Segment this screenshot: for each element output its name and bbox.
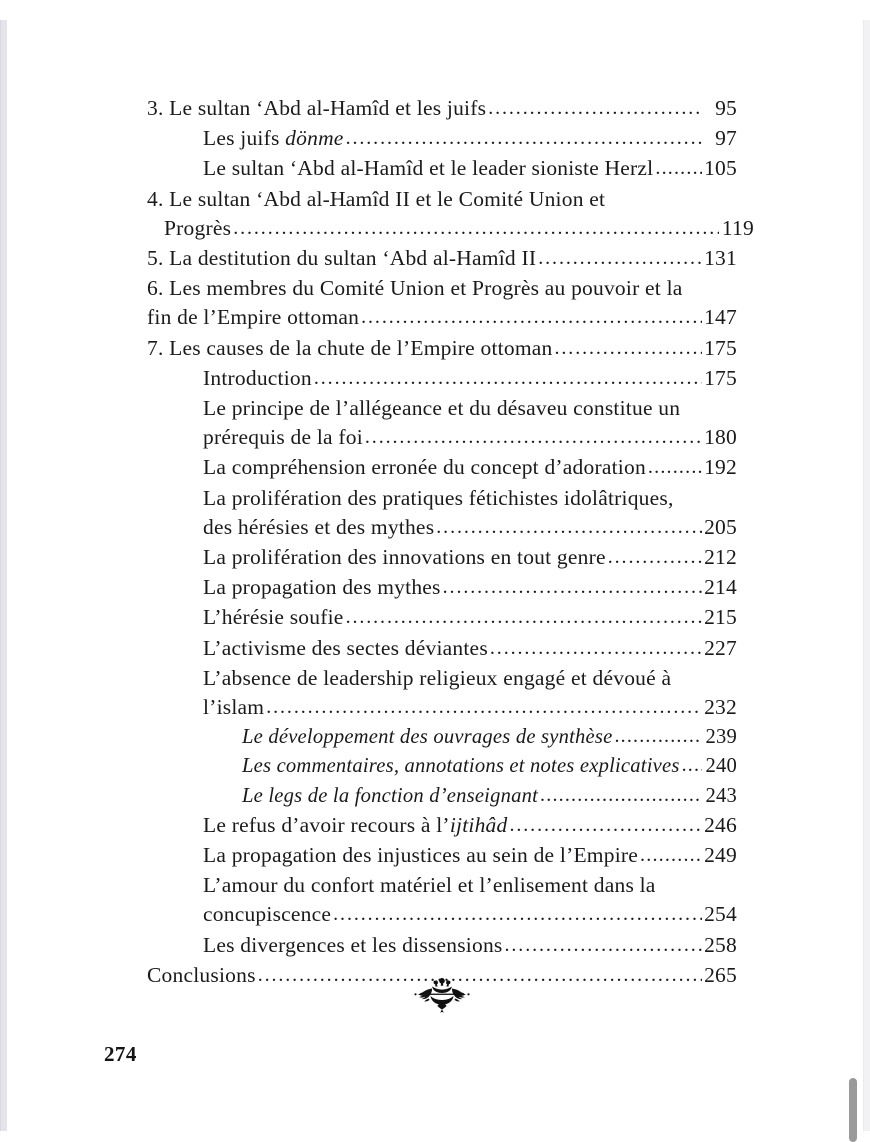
toc-entry[interactable] bbox=[147, 94, 737, 124]
dot-leader bbox=[365, 423, 702, 452]
toc-page-number: 240 bbox=[705, 755, 737, 778]
toc-entry-row bbox=[203, 603, 737, 633]
toc-entry-title: Le refus d’avoir recours à l’ijtihâd bbox=[203, 812, 508, 837]
toc-entry-row bbox=[203, 543, 737, 573]
toc-entry-row bbox=[203, 513, 737, 543]
dot-leader bbox=[488, 94, 702, 123]
toc-entry-title: prérequis de la foi bbox=[203, 425, 363, 450]
toc-entry[interactable] bbox=[203, 603, 737, 633]
toc-entry-title: fin de l’Empire ottoman bbox=[147, 305, 360, 330]
toc-entry-title: 7. Les causes de la chute de l’Empire ottoman bbox=[147, 335, 553, 360]
dot-leader bbox=[346, 603, 702, 632]
toc-entry[interactable] bbox=[203, 364, 737, 394]
toc-entry-title: Les juifs dönme bbox=[203, 126, 344, 151]
toc-entry-title: La compréhension erronée du concept d’adoration bbox=[203, 455, 646, 480]
toc-page-number: 249 bbox=[704, 843, 737, 868]
toc-entry[interactable] bbox=[203, 634, 737, 664]
toc-entry-title: Introduction bbox=[203, 365, 312, 390]
toc-page-number: 175 bbox=[704, 335, 737, 360]
toc-entry-row bbox=[147, 303, 737, 333]
toc-entry[interactable] bbox=[203, 841, 737, 871]
toc-entry[interactable] bbox=[203, 124, 737, 154]
toc-entry-row bbox=[147, 334, 737, 364]
toc-page-number: 243 bbox=[705, 784, 737, 807]
dot-leader bbox=[614, 722, 702, 751]
toc-entry[interactable] bbox=[203, 573, 737, 603]
dot-leader bbox=[346, 124, 702, 153]
toc-entry-row bbox=[203, 423, 737, 453]
toc-page-number: 180 bbox=[704, 425, 737, 450]
toc-entry-title: La propagation des injustices au sein de l’Empire bbox=[203, 843, 639, 868]
toc-entry-title: Progrès bbox=[164, 215, 232, 240]
dot-leader bbox=[361, 303, 702, 332]
toc-entry[interactable] bbox=[147, 244, 737, 274]
dot-leader bbox=[540, 781, 702, 810]
dot-leader bbox=[233, 214, 719, 243]
toc-entry-title: 3. Le sultan ‘Abd al-Hamîd et les juifs bbox=[147, 96, 487, 120]
toc-page-number: 215 bbox=[704, 605, 737, 630]
dot-leader bbox=[505, 931, 703, 960]
toc-entry[interactable] bbox=[147, 185, 754, 244]
toc-page-number: 254 bbox=[704, 902, 737, 927]
toc-entry-title: Le legs de la fonction d’enseignant bbox=[242, 784, 539, 807]
dot-leader bbox=[640, 841, 702, 870]
toc-page-number: 232 bbox=[704, 695, 737, 720]
toc-entry-row bbox=[203, 124, 737, 154]
toc-entry[interactable] bbox=[203, 931, 737, 961]
toc-entry-row bbox=[203, 900, 737, 930]
toc-entry-row bbox=[203, 364, 737, 394]
page-sheet bbox=[0, 20, 870, 1131]
toc-entry[interactable] bbox=[203, 394, 737, 453]
scrollbar-track[interactable] bbox=[855, 20, 865, 1131]
toc-entry-row bbox=[203, 453, 737, 483]
dot-leader bbox=[648, 453, 702, 482]
toc-entry[interactable] bbox=[147, 334, 737, 364]
dot-leader bbox=[443, 573, 702, 602]
toc-entry-title: Les commentaires, annotations et notes explicatives bbox=[242, 755, 680, 778]
toc-entry-row bbox=[147, 244, 737, 274]
toc-page-number: 119 bbox=[721, 215, 754, 240]
toc-entry[interactable] bbox=[203, 543, 737, 573]
toc-entry-title: des hérésies et des mythes bbox=[203, 514, 435, 539]
toc-entry-title: La propagation des mythes bbox=[203, 575, 441, 600]
toc-page-number: 192 bbox=[704, 455, 737, 480]
toc-entry-row bbox=[203, 634, 737, 664]
toc-entry[interactable] bbox=[203, 484, 737, 543]
toc-entry-title: Le sultan ‘Abd al-Hamîd et le leader sioniste Herzl bbox=[203, 156, 654, 181]
toc-page-number: 97 bbox=[715, 126, 737, 151]
toc-entry-line: 6. Les membres du Comité Union et Progrès au pouvoir et la bbox=[147, 276, 683, 301]
toc-entry[interactable] bbox=[203, 453, 737, 483]
toc-page-number: 95 bbox=[715, 96, 737, 120]
toc-page-number: 147 bbox=[704, 305, 737, 330]
toc-entry-row bbox=[203, 154, 737, 184]
toc-entry[interactable] bbox=[147, 274, 737, 333]
toc-entry[interactable] bbox=[242, 752, 737, 781]
toc-entry-title: Le développement des ouvrages de synthèse bbox=[242, 726, 613, 749]
dot-leader bbox=[608, 543, 702, 572]
toc-page-number: 175 bbox=[704, 365, 737, 390]
toc-page-number: 265 bbox=[704, 962, 737, 987]
toc-page-number: 205 bbox=[704, 514, 737, 539]
dot-leader bbox=[490, 634, 702, 663]
toc-page-number: 227 bbox=[704, 635, 737, 660]
toc-entry-line: L’amour du confort matériel et l’enlisement dans la bbox=[203, 873, 656, 898]
toc-entry-row bbox=[203, 573, 737, 603]
toc-entry-row bbox=[242, 723, 737, 752]
toc-entry[interactable] bbox=[242, 723, 737, 752]
toc-entry-line: Le principe de l’allégeance et du désaveu constitue un bbox=[203, 396, 681, 421]
table-of-contents bbox=[147, 94, 754, 991]
toc-entry-title: Les divergences et les dissensions bbox=[203, 932, 503, 957]
toc-entry-title: 5. La destitution du sultan ‘Abd al-Hamîd II bbox=[147, 246, 537, 271]
toc-entry-row bbox=[203, 931, 737, 961]
dot-leader bbox=[333, 900, 702, 929]
dot-leader bbox=[655, 154, 702, 183]
toc-entry[interactable] bbox=[203, 871, 737, 930]
toc-entry[interactable] bbox=[203, 664, 737, 723]
toc-page-number: 131 bbox=[704, 246, 737, 271]
toc-page-number: 214 bbox=[704, 575, 737, 600]
toc-entry-title: L’activisme des sectes déviantes bbox=[203, 635, 488, 660]
toc-page-number: 105 bbox=[704, 156, 737, 181]
toc-entry-row bbox=[242, 782, 737, 811]
toc-page-number: 212 bbox=[704, 545, 737, 570]
dot-leader bbox=[555, 334, 703, 363]
toc-entry-row bbox=[147, 94, 737, 124]
toc-entry-title: La prolifération des innovations en tout genre bbox=[203, 545, 606, 570]
toc-entry-row bbox=[242, 752, 737, 781]
toc-entry-line: 4. Le sultan ‘Abd al-Hamîd II et le Comité Union et bbox=[147, 186, 606, 211]
toc-entry-row bbox=[203, 841, 737, 871]
toc-entry-row bbox=[164, 214, 754, 244]
toc-entry[interactable] bbox=[203, 811, 737, 841]
toc-entry-title: L’hérésie soufie bbox=[203, 605, 344, 630]
toc-page-number: 239 bbox=[705, 726, 737, 749]
dot-leader bbox=[436, 513, 702, 542]
toc-entry-line: L’absence de leadership religieux engagé et dévoué à bbox=[203, 665, 672, 690]
scrollbar-thumb[interactable] bbox=[849, 1078, 857, 1142]
toc-page-number: 246 bbox=[704, 812, 737, 837]
toc-entry-title: l’islam bbox=[203, 695, 265, 720]
toc-entry-title: concupiscence bbox=[203, 902, 332, 927]
dot-leader bbox=[266, 693, 702, 722]
toc-entry-line: La prolifération des pratiques fétichistes idolâtriques, bbox=[203, 485, 674, 510]
dot-leader bbox=[509, 811, 702, 840]
floral-fleuron-ornament bbox=[7, 972, 870, 1021]
toc-entry-row bbox=[203, 693, 737, 723]
dot-leader bbox=[682, 751, 702, 780]
dot-leader bbox=[538, 244, 702, 273]
toc-entry[interactable] bbox=[242, 782, 737, 811]
toc-page-number: 258 bbox=[704, 932, 737, 957]
toc-entry-title: Conclusions bbox=[147, 962, 256, 987]
toc-entry[interactable] bbox=[203, 154, 737, 184]
dot-leader bbox=[314, 364, 702, 393]
page-number-folio: 274 bbox=[104, 1042, 137, 1066]
toc-entry-row bbox=[203, 811, 737, 841]
